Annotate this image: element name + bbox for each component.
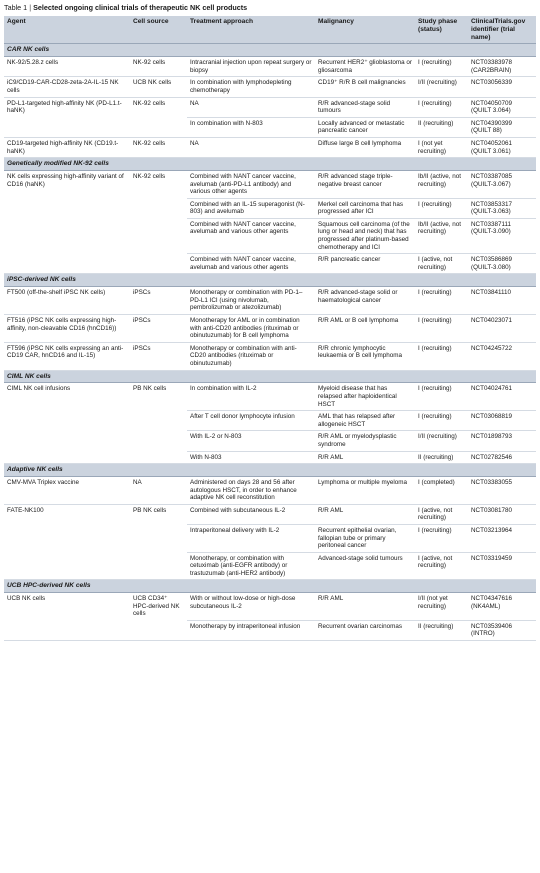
cell-malignancy: CD19⁺ R/R B cell malignancies — [315, 77, 415, 97]
cell-malignancy: R/R pancreatic cancer — [315, 254, 415, 274]
cell-study-phase: I (active, not recruiting) — [415, 552, 468, 580]
cell-agent — [4, 524, 130, 552]
cell-study-phase: Ib/II (active, not recruiting) — [415, 170, 468, 198]
table-row — [4, 137, 536, 157]
cell-trial-identifier: NCT03319459 — [468, 552, 536, 580]
section-title: CIML NK cells — [4, 370, 536, 383]
cell-study-phase: I (recruiting) — [415, 524, 468, 552]
cell-malignancy: R/R AML — [315, 451, 415, 464]
cell-agent: UCB NK cells — [7, 595, 46, 603]
cell-malignancy: Lymphoma or multiple myeloma — [315, 476, 415, 504]
header-trial-identifier: ClinicalTrials.gov identifier (trial name) — [468, 16, 536, 44]
cell-trial-identifier: NCT03387111 (QUILT-3.090) — [468, 218, 536, 253]
cell-trial-identifier: NCT04050709 (QUILT 3.064) — [468, 97, 536, 117]
cell-treatment-approach: Administered on days 28 and 56 after autologous HSCT, in order to enhance adaptive NK cell reconstitution — [187, 476, 315, 504]
cell-study-phase: I (recruiting) — [415, 287, 468, 315]
cell-cell-source: NK-92 cells — [130, 57, 187, 77]
table-row — [4, 476, 536, 504]
cell-treatment-approach: Combined with subcutaneous IL-2 — [187, 504, 315, 524]
cell-trial-identifier: NCT03841110 — [468, 287, 536, 315]
section-header-row — [4, 274, 536, 287]
table-row — [4, 170, 536, 198]
cell-trial-identifier: NCT04052061 (QUILT 3.061) — [468, 137, 536, 157]
cell-agent: NK cells expressing high-affinity variant of CD16 (haNK) — [7, 172, 124, 188]
cell-agent: FT596 (iPSC NK cells expressing an anti-CD19 CAR, hnCD16 and IL-15) — [4, 342, 130, 370]
cell-agent — [4, 218, 130, 253]
caption-separator: | — [29, 3, 32, 12]
table-row — [4, 117, 536, 137]
table-row — [4, 383, 536, 411]
cell-cell-source — [130, 198, 187, 218]
table-header — [4, 16, 536, 44]
cell-study-phase: I (recruiting) — [415, 411, 468, 431]
cell-treatment-approach: Monotherapy, or combination with cetuximab (anti-EGFR antibody) or trastuzumab (anti-HER2 antibody) — [187, 552, 315, 580]
cell-agent: CMV-MVA Triplex vaccine — [4, 476, 130, 504]
table-row — [4, 57, 536, 77]
header-study-phase: Study phase (status) — [415, 16, 468, 44]
cell-agent — [4, 620, 130, 640]
section-title: iPSC-derived NK cells — [4, 274, 536, 287]
section-title: CAR NK cells — [4, 44, 536, 57]
table-row — [4, 77, 536, 97]
cell-cell-source: iPSCs — [130, 342, 187, 370]
cell-agent: PD-L1-targeted high-affinity NK (PD-L1.t-haNK) — [7, 99, 122, 115]
cell-study-phase: II (recruiting) — [415, 117, 468, 137]
cell-study-phase: I (not yet recruiting) — [415, 137, 468, 157]
header-treatment-approach: Treatment approach — [187, 16, 315, 44]
cell-study-phase: I (active, not recruiting) — [415, 504, 468, 524]
table-row — [4, 254, 536, 274]
header-malignancy: Malignancy — [315, 16, 415, 44]
cell-malignancy: R/R advanced stage triple-negative breast cancer — [315, 170, 415, 198]
cell-agent: FT516 (iPSC NK cells expressing high-affinity, non-cleavable CD16 (hnCD16)) — [4, 315, 130, 343]
cell-malignancy: R/R advanced-stage solid or haematological cancer — [315, 287, 415, 315]
cell-treatment-approach: Combined with NANT cancer vaccine, avelumab (anti-PD-L1 antibody) and various other agents — [187, 170, 315, 198]
table-row — [4, 198, 536, 218]
table-row — [4, 451, 536, 464]
cell-agent — [4, 431, 130, 451]
section-header-row — [4, 464, 536, 477]
cell-treatment-approach: NA — [187, 97, 315, 117]
cell-cell-source: NK-92 cells — [130, 137, 187, 157]
cell-treatment-approach: With or without low-dose or high-dose subcutaneous IL-2 — [187, 593, 315, 620]
cell-study-phase: I (recruiting) — [415, 198, 468, 218]
cell-malignancy: Diffuse large B cell lymphoma — [315, 137, 415, 157]
cell-trial-identifier: NCT03081780 — [468, 504, 536, 524]
cell-trial-identifier: NCT03213964 — [468, 524, 536, 552]
cell-treatment-approach: After T cell donor lymphocyte infusion — [187, 411, 315, 431]
clinical-trials-table — [4, 16, 536, 641]
cell-malignancy: Recurrent epithelial ovarian, fallopian tube or primary peritoneal cancer — [315, 524, 415, 552]
cell-trial-identifier: NCT04347616 (NK4AML) — [468, 593, 536, 620]
cell-treatment-approach: In combination with IL-2 — [187, 383, 315, 411]
cell-study-phase: I (recruiting) — [415, 315, 468, 343]
cell-study-phase: I (recruiting) — [415, 383, 468, 411]
cell-trial-identifier: NCT03383978 (CAR2BRAIN) — [468, 57, 536, 77]
cell-malignancy: Merkel cell carcinoma that has progressed after ICI — [315, 198, 415, 218]
cell-cell-source: PB NK cells — [133, 385, 167, 393]
section-header-row — [4, 44, 536, 57]
table-row — [4, 411, 536, 431]
table-row — [4, 315, 536, 343]
cell-cell-source: iPSCs — [130, 315, 187, 343]
cell-trial-identifier: NCT04245722 — [468, 342, 536, 370]
table-caption — [4, 2, 536, 13]
cell-trial-identifier: NCT04024761 — [468, 383, 536, 411]
cell-malignancy: R/R advanced-stage solid tumours — [315, 97, 415, 117]
table-row — [4, 342, 536, 370]
cell-agent: CIML NK cell infusions — [7, 385, 71, 393]
cell-cell-source — [130, 431, 187, 451]
cell-malignancy: Myeloid disease that has relapsed after haploidentical HSCT — [315, 383, 415, 411]
cell-trial-identifier: NCT03383055 — [468, 476, 536, 504]
table-row — [4, 620, 536, 640]
cell-treatment-approach: Monotherapy by intraperitoneal infusion — [187, 620, 315, 640]
table-body — [4, 44, 536, 640]
cell-agent: FATE-NK100 — [7, 506, 44, 514]
section-title: Adaptive NK cells — [4, 464, 536, 477]
cell-malignancy: Recurrent HER2⁺ glioblastoma or gliosarcoma — [315, 57, 415, 77]
cell-study-phase: I (active, not recruiting) — [415, 254, 468, 274]
cell-cell-source — [130, 117, 187, 137]
cell-study-phase: II (recruiting) — [415, 451, 468, 464]
cell-study-phase: I (recruiting) — [415, 342, 468, 370]
cell-malignancy: Locally advanced or metastatic pancreatic cancer — [315, 117, 415, 137]
cell-treatment-approach: In combination with lymphodepleting chemotherapy — [187, 77, 315, 97]
table-figure — [4, 2, 536, 641]
cell-treatment-approach: In combination with N-803 — [187, 117, 315, 137]
cell-treatment-approach: NA — [187, 137, 315, 157]
cell-cell-source — [130, 254, 187, 274]
cell-malignancy: Advanced-stage solid tumours — [315, 552, 415, 580]
cell-malignancy: R/R AML — [315, 593, 415, 620]
cell-agent — [4, 254, 130, 274]
cell-malignancy: AML that has relapsed after allogeneic HSCT — [315, 411, 415, 431]
cell-agent: iC9/CD19-CAR-CD28-zeta-2A-IL-15 NK cells — [4, 77, 130, 97]
header-cell-source: Cell source — [130, 16, 187, 44]
cell-agent — [4, 451, 130, 464]
header-agent: Agent — [4, 16, 130, 44]
caption-label: Table 1 — [4, 3, 28, 12]
cell-malignancy: R/R AML or myelodysplastic syndrome — [315, 431, 415, 451]
cell-cell-source: NA — [130, 476, 187, 504]
cell-cell-source: NK-92 cells — [133, 172, 166, 180]
caption-title: Selected ongoing clinical trials of therapeutic NK cell products — [33, 3, 248, 12]
section-header-row — [4, 580, 536, 593]
table-row — [4, 524, 536, 552]
cell-study-phase: II (recruiting) — [415, 620, 468, 640]
cell-malignancy: Recurrent ovarian carcinomas — [315, 620, 415, 640]
cell-study-phase: I/II (not yet recruiting) — [415, 593, 468, 620]
cell-treatment-approach: Combined with NANT cancer vaccine, avelumab and various other agents — [187, 218, 315, 253]
cell-treatment-approach: Monotherapy or combination with PD-1–PD-L1 ICI (using nivolumab, pembrolizumab or atezolizumab) — [187, 287, 315, 315]
cell-treatment-approach: Combined with an IL-15 superagonist (N-803) and avelumab — [187, 198, 315, 218]
cell-agent — [4, 117, 130, 137]
cell-malignancy: R/R chronic lymphocytic leukaemia or B cell lymphoma — [315, 342, 415, 370]
cell-cell-source — [130, 218, 187, 253]
cell-trial-identifier: NCT02782546 — [468, 451, 536, 464]
section-header-row — [4, 370, 536, 383]
table-row — [4, 287, 536, 315]
cell-study-phase: I (recruiting) — [415, 97, 468, 117]
cell-study-phase: I/II (recruiting) — [415, 431, 468, 451]
cell-treatment-approach: Intraperitoneal delivery with IL-2 — [187, 524, 315, 552]
table-row — [4, 218, 536, 253]
cell-cell-source: iPSCs — [130, 287, 187, 315]
section-title: UCB HPC-derived NK cells — [4, 580, 536, 593]
cell-treatment-approach: Intracranial injection upon repeat surgery or biopsy — [187, 57, 315, 77]
cell-agent: FT500 (off-the-shelf iPSC NK cells) — [4, 287, 130, 315]
cell-treatment-approach: Monotherapy for AML or in combination with anti-CD20 antibodies (rituximab or obinutuzumab) for B cell lymphoma — [187, 315, 315, 343]
table-row — [4, 593, 536, 620]
table-row — [4, 504, 536, 524]
cell-agent — [4, 411, 130, 431]
header-row — [4, 16, 536, 44]
table-row — [4, 97, 536, 117]
cell-cell-source — [130, 451, 187, 464]
cell-cell-source — [130, 552, 187, 580]
cell-treatment-approach: Monotherapy or combination with anti-CD20 antibodies (rituximab or obinutuzumab) — [187, 342, 315, 370]
cell-trial-identifier: NCT04023071 — [468, 315, 536, 343]
cell-trial-identifier: NCT01898793 — [468, 431, 536, 451]
cell-trial-identifier: NCT03539406 (INTRO) — [468, 620, 536, 640]
cell-treatment-approach: With IL-2 or N-803 — [187, 431, 315, 451]
cell-cell-source: PB NK cells — [133, 506, 167, 514]
cell-cell-source: UCB CD34⁺ HPC-derived NK cells — [133, 595, 180, 618]
cell-cell-source — [130, 620, 187, 640]
cell-cell-source: NK-92 cells — [133, 99, 166, 107]
table-row — [4, 431, 536, 451]
cell-agent — [4, 198, 130, 218]
cell-agent: CD19-targeted high-affinity NK (CD19.t-haNK) — [4, 137, 130, 157]
cell-trial-identifier: NCT03586869 (QUILT-3.080) — [468, 254, 536, 274]
cell-malignancy: R/R AML — [315, 504, 415, 524]
cell-trial-identifier: NCT03387085 (QUILT-3.067) — [468, 170, 536, 198]
cell-treatment-approach: Combined with NANT cancer vaccine, avelumab and various other agents — [187, 254, 315, 274]
cell-trial-identifier: NCT04390399 (QUILT 88) — [468, 117, 536, 137]
cell-agent — [4, 552, 130, 580]
cell-malignancy: Squamous cell carcinoma (of the lung or head and neck) that has progressed after platinum-based chemotherapy and ICI — [315, 218, 415, 253]
cell-study-phase: I (recruiting) — [415, 57, 468, 77]
table-row — [4, 552, 536, 580]
cell-agent: NK-92/5.28.z cells — [4, 57, 130, 77]
section-header-row — [4, 158, 536, 171]
cell-trial-identifier: NCT03853317 (QUILT-3.063) — [468, 198, 536, 218]
cell-cell-source: UCB NK cells — [130, 77, 187, 97]
cell-trial-identifier: NCT03056339 — [468, 77, 536, 97]
cell-trial-identifier: NCT03068819 — [468, 411, 536, 431]
cell-cell-source — [130, 524, 187, 552]
section-title: Genetically modified NK-92 cells — [4, 158, 536, 171]
cell-study-phase: I/II (recruiting) — [415, 77, 468, 97]
cell-study-phase: Ib/II (active, not recruiting) — [415, 218, 468, 253]
cell-study-phase: I (completed) — [415, 476, 468, 504]
cell-cell-source — [130, 411, 187, 431]
cell-malignancy: R/R AML or B cell lymphoma — [315, 315, 415, 343]
cell-treatment-approach: With N-803 — [187, 451, 315, 464]
